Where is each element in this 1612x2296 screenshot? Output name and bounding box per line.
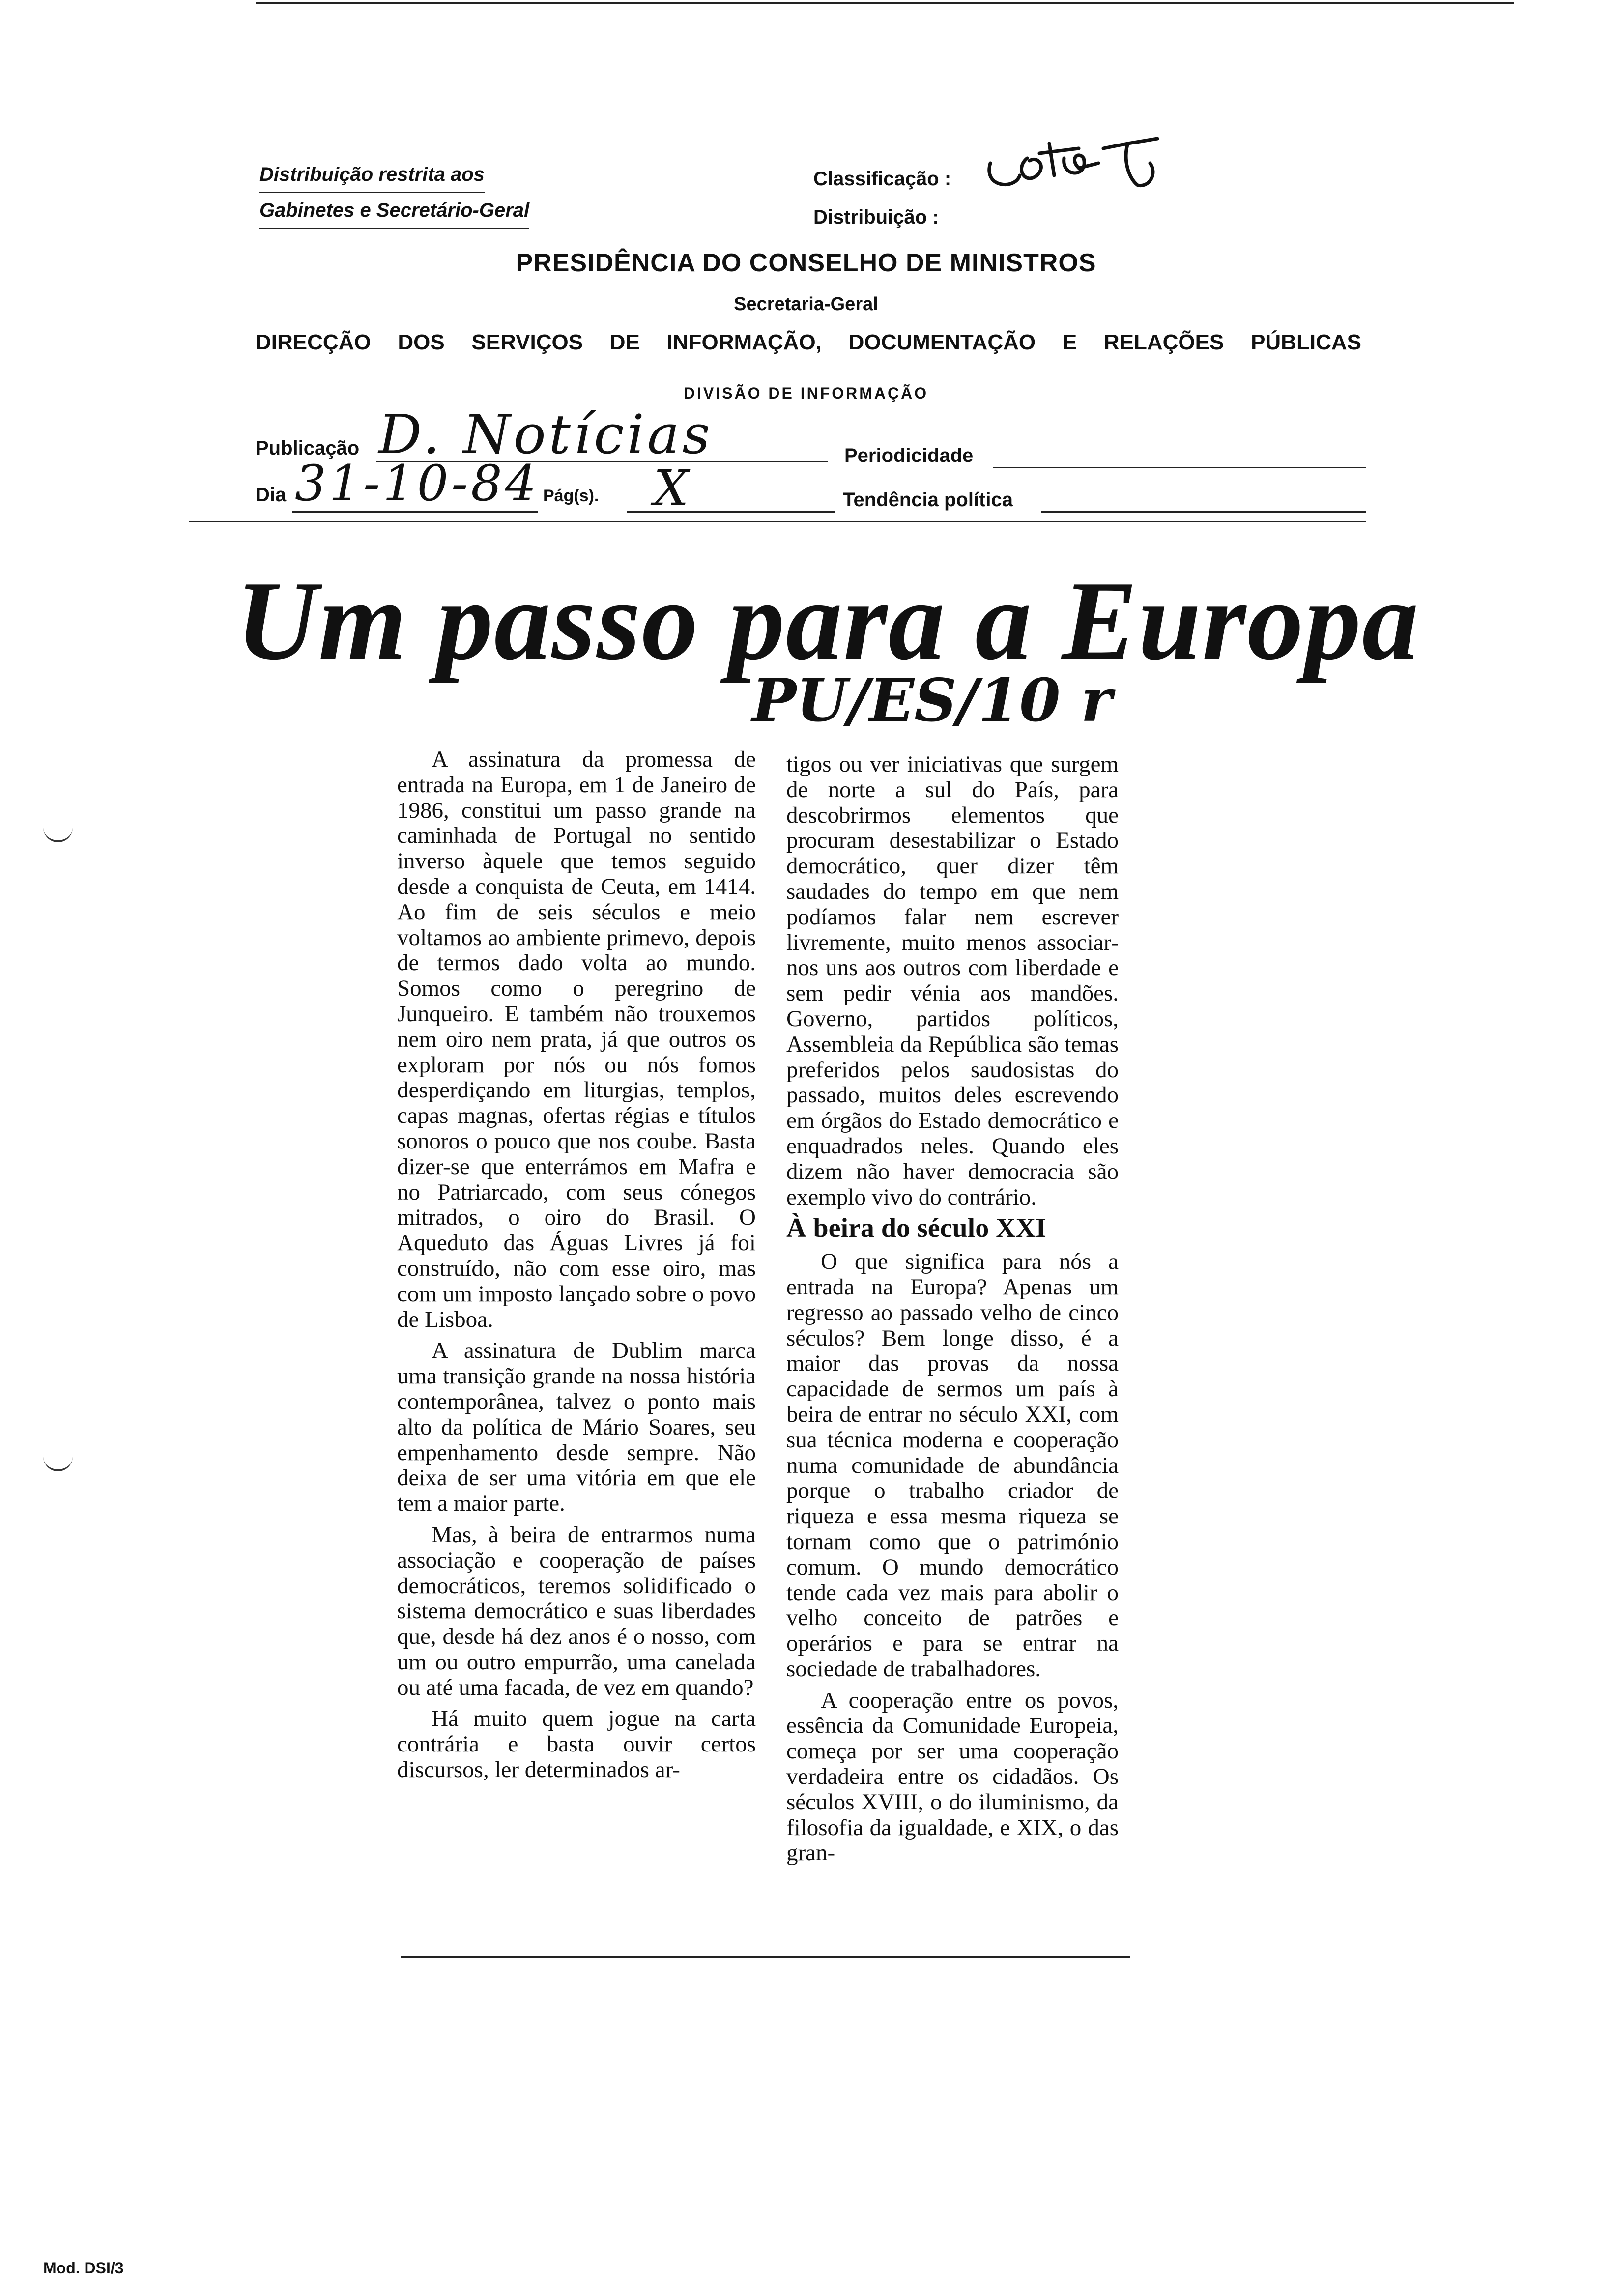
paragraph: Há muito quem jogue na carta contrária e basta ouvir certos discursos, ler determinados ar- <box>397 1706 756 1783</box>
paragraph: A assinatura de Dublim marca uma transição grande na nossa história contemporânea, talvez o ponto mais alto da política de Mário Soares, seu empenhamento desde sempre. Não deixa de ser uma vitória em que ele tem a maior parte. <box>397 1338 756 1517</box>
directorate-word: E <box>1062 330 1077 354</box>
form-code: Mod. DSI/3 <box>43 2259 124 2277</box>
restricted-distribution-note <box>259 157 529 229</box>
classification-block <box>813 160 951 236</box>
directorate-word: DIRECÇÃO <box>256 330 371 354</box>
directorate-word: PÚBLICAS <box>1251 330 1361 354</box>
article-column-1 <box>397 747 756 1789</box>
secretariat-title: Secretaria-Geral <box>734 294 878 315</box>
distribution-label: Distribuição : <box>813 206 939 228</box>
classification-label: Classificação : <box>813 168 951 190</box>
paragraph: A cooperação entre os povos, essência da Comunidade Europeia, começa por ser uma cooperação verdadeira entre os cidadãos. Os séculos XVIII, o do iluminismo, da filosofia da igualdade, e XIX, o das gran- <box>786 1687 1119 1866</box>
restricted-line-1: Distribuição restrita aos <box>259 157 485 193</box>
classification-handwritten-stamp <box>980 129 1167 198</box>
tendency-label: Tendência política <box>843 489 1013 511</box>
article-subheading: À beira do século XXI <box>786 1213 1046 1244</box>
day-label: Dia <box>256 484 287 506</box>
directorate-word: DOS <box>398 330 445 354</box>
paragraph: Mas, à beira de entrarmos numa associação e cooperação de países democráticos, teremos solidificado o sistema democrático e suas liberdades que, desde há dez anos é o nosso, com um ou outro empurrão, uma canelada ou até uma facada, de vez em quando? <box>397 1521 756 1700</box>
binder-hole-mark <box>43 1455 73 1471</box>
binder-hole-mark <box>43 826 73 842</box>
periodicity-line <box>993 467 1366 468</box>
directorate-word: SERVIÇOS <box>471 330 583 354</box>
publication-handwritten-value: D. Notícias <box>378 403 713 466</box>
form-bottom-rule <box>189 521 1366 522</box>
article-column-2 <box>786 752 1119 1872</box>
top-rule <box>256 2 1514 4</box>
periodicity-label: Periodicidade <box>844 445 974 466</box>
division-title: DIVISÃO DE INFORMAÇÃO <box>683 384 929 402</box>
directorate-word: INFORMAÇÃO, <box>666 330 822 354</box>
ministry-title: PRESIDÊNCIA DO CONSELHO DE MINISTROS <box>516 249 1096 277</box>
directorate-word: RELAÇÕES <box>1103 330 1224 354</box>
directorate-title <box>256 330 1361 355</box>
directorate-word: DOCUMENTAÇÃO <box>848 330 1036 354</box>
pages-label: Pág(s). <box>543 487 599 505</box>
article-headline: Um passo para a Europa <box>236 558 1420 683</box>
article-bottom-rule <box>401 1956 1130 1958</box>
publication-label: Publicação <box>256 437 360 459</box>
day-handwritten-value: 31-10-84 <box>295 455 540 512</box>
handwritten-annotation: PU/ES/10 r <box>752 666 1112 735</box>
paragraph: O que significa para nós a entrada na Europa? Apenas um regresso ao passado velho de cinco séculos? Bem longe disso, é a maior das provas da nossa capacidade de sermos um país à beira de entrar no século XXI, com sua técnica moderna e cooperação numa comunidade de abundância porque o trabalho criador de riqueza e essa mesma riqueza se tornam como que o património comum. O mundo democrático tende cada vez mais para abolir o velho conceito de patrões e operários e para se entrar na sociedade de trabalhadores. <box>786 1249 1119 1682</box>
restricted-line-2: Gabinetes e Secretário-Geral <box>259 193 529 229</box>
directorate-word: DE <box>609 330 640 354</box>
tendency-line <box>1041 511 1366 513</box>
paragraph: A assinatura da promessa de entrada na Europa, em 1 de Janeiro de 1986, constitui um passo grande na caminhada de Portugal no sentido inverso àquele que temos seguido desde a conquista de Ceuta, em 1414. Ao fim de seis séculos e meio voltamos ao ambiente primevo, depois de termos dado volta ao mundo. Somos como o peregrino de Junqueiro. E também não trouxemos nem oiro nem prata, já que outros os exploram por nós ou nós fomos desperdiçando em liturgias, templos, capas magnas, ofertas régias e títulos sonoros o pouco que nos coube. Basta dizer-se que enterrámos em Mafra e no Patriarcado, com seus cónegos mitrados, o oiro do Brasil. O Aqueduto das Águas Livres já foi construído, não com esse oiro, mas com um imposto lançado sobre o povo de Lisboa. <box>397 746 756 1332</box>
pages-handwritten-value: X <box>654 459 692 517</box>
paragraph: tigos ou ver iniciativas que surgem de norte a sul do País, para descobrirmos elementos que procuram desestabilizar o Estado democrático, quer dizer têm saudades do tempo em que nem podíamos falar nem escrever livremente, muito menos associar-nos uns aos outros com liberdade e sem pedir vénia aos mandões. Governo, partidos políticos, Assembleia da República são temas preferidos pelos saudosistas do passado, muitos deles escrevendo em órgãos do Estado democrático e enquadrados neles. Quando eles dizem não haver democracia são exemplo vivo do contrário. <box>786 751 1119 1210</box>
